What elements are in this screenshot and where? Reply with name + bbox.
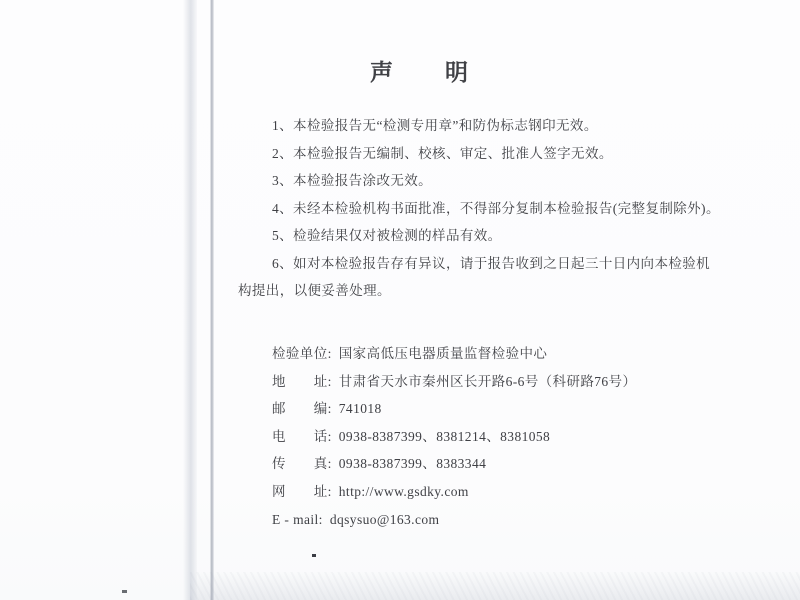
statement-line-4: 4、未经本检验机构书面批准，不得部分复制本检验报告(完整复制除外)。 — [272, 200, 720, 216]
contact-label-unit: 检验单位: — [272, 346, 332, 361]
contact-info-block — [272, 340, 692, 533]
contact-value-postcode: 741018 — [338, 401, 382, 417]
contact-label-email: E - mail: — [272, 511, 323, 527]
statement-line-5: 5、检验结果仅对被检测的样品有效。 — [272, 228, 502, 243]
contact-row-fax — [272, 450, 692, 478]
statement-line-6: 6、如对本检验报告存有异议，请于报告收到之日起三十日内向本检验机 — [272, 255, 711, 271]
scan-speck — [122, 590, 127, 593]
contact-value-phone: 0938-8387399、8381214、8381058 — [338, 428, 551, 444]
contact-label-phone: 电 话: — [272, 428, 332, 444]
contact-row-unit — [272, 340, 692, 368]
contact-value-email: dqsysuo@163.com — [329, 511, 440, 527]
statement-line-1: 1、本检验报告无“检测专用章”和防伪标志钢印无效。 — [272, 118, 598, 133]
page-title: 声 明 — [370, 60, 470, 85]
contact-label-address: 地 址: — [272, 373, 332, 389]
contact-row-email — [272, 506, 692, 534]
statement-line-3: 3、本检验报告涂改无效。 — [272, 173, 433, 188]
scan-noise-band — [190, 572, 800, 600]
contact-label-fax: 传 真: — [272, 456, 332, 472]
contact-row-website — [272, 478, 692, 506]
contact-value-fax: 0938-8387399、8383344 — [338, 456, 487, 472]
statement-line-6-continuation: 构提出，以便妥善处理。 — [238, 283, 391, 298]
contact-label-postcode: 邮 编: — [272, 401, 332, 417]
scan-speck — [312, 554, 316, 557]
page-fold-crease-soft — [183, 0, 197, 600]
contact-value-address: 甘肃省天水市秦州区长开路6-6号（科研路76号） — [338, 373, 637, 389]
contact-row-postcode — [272, 395, 692, 423]
statement-line-2: 2、本检验报告无编制、校核、审定、批准人签字无效。 — [272, 145, 613, 161]
contact-row-address — [272, 368, 692, 396]
page-edge-line — [210, 0, 214, 600]
statements-list — [238, 112, 720, 305]
contact-value-website: http://www.gsdky.com — [338, 483, 469, 499]
contact-label-website: 网 址: — [272, 483, 332, 499]
contact-value-unit: 国家高低压电器质量监督检验中心 — [338, 346, 548, 361]
contact-row-phone — [272, 423, 692, 451]
